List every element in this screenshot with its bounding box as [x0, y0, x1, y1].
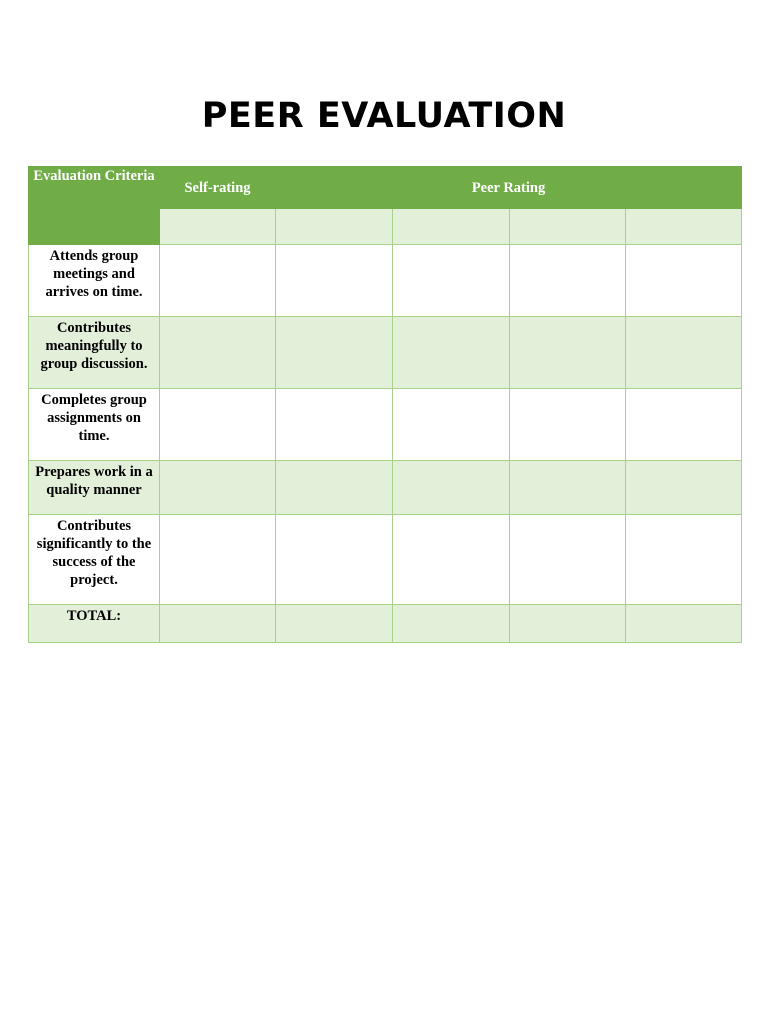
peer-rating-cell[interactable] [626, 515, 742, 605]
peer-name-cell-1[interactable] [276, 209, 393, 245]
self-rating-cell[interactable] [160, 461, 276, 515]
peer-rating-cell[interactable] [626, 317, 742, 389]
peer-rating-cell[interactable] [393, 461, 510, 515]
peer-rating-cell[interactable] [393, 245, 510, 317]
criterion-label: Contributes meaningfully to group discussion. [29, 317, 160, 389]
criteria-header-spacer [29, 209, 160, 245]
criterion-label: Completes group assignments on time. [29, 389, 160, 461]
peer-rating-cell[interactable] [276, 461, 393, 515]
table-row [29, 317, 742, 389]
peer-rating-cell[interactable] [393, 515, 510, 605]
peer-rating-cell[interactable] [626, 461, 742, 515]
peer-name-cell-4[interactable] [626, 209, 742, 245]
self-rating-cell[interactable] [160, 389, 276, 461]
peer-rating-cell[interactable] [510, 245, 626, 317]
table-row [29, 245, 742, 317]
table-row [29, 461, 742, 515]
peer-rating-cell[interactable] [510, 515, 626, 605]
self-rating-cell[interactable] [160, 515, 276, 605]
criteria-header: Evaluation Criteria [29, 167, 160, 209]
total-label: TOTAL: [29, 605, 160, 643]
self-rating-cell[interactable] [160, 317, 276, 389]
peer-total-cell[interactable] [393, 605, 510, 643]
total-row [29, 605, 742, 643]
self-rating-cell[interactable] [160, 245, 276, 317]
self-total-cell[interactable] [160, 605, 276, 643]
peer-evaluation-table [28, 166, 742, 643]
self-rating-header: Self-rating [160, 167, 276, 209]
name-entry-row [29, 209, 742, 245]
header-row [29, 167, 742, 209]
peer-rating-cell[interactable] [393, 317, 510, 389]
peer-rating-cell[interactable] [276, 389, 393, 461]
peer-total-cell[interactable] [626, 605, 742, 643]
peer-rating-cell[interactable] [510, 389, 626, 461]
peer-rating-header: Peer Rating [276, 167, 742, 209]
peer-name-cell-2[interactable] [393, 209, 510, 245]
peer-rating-cell[interactable] [626, 389, 742, 461]
peer-rating-cell[interactable] [393, 389, 510, 461]
table-row [29, 515, 742, 605]
criterion-label: Prepares work in a quality manner [29, 461, 160, 515]
peer-rating-cell[interactable] [626, 245, 742, 317]
criterion-label: Attends group meetings and arrives on time. [29, 245, 160, 317]
peer-name-cell-3[interactable] [510, 209, 626, 245]
table-row [29, 389, 742, 461]
peer-total-cell[interactable] [510, 605, 626, 643]
criterion-label: Contributes significantly to the success of the project. [29, 515, 160, 605]
peer-total-cell[interactable] [276, 605, 393, 643]
peer-rating-cell[interactable] [510, 461, 626, 515]
peer-rating-cell[interactable] [276, 245, 393, 317]
peer-rating-cell[interactable] [276, 317, 393, 389]
page-title: PEER EVALUATION [201, 96, 567, 136]
peer-rating-cell[interactable] [510, 317, 626, 389]
self-name-cell[interactable] [160, 209, 276, 245]
peer-rating-cell[interactable] [276, 515, 393, 605]
